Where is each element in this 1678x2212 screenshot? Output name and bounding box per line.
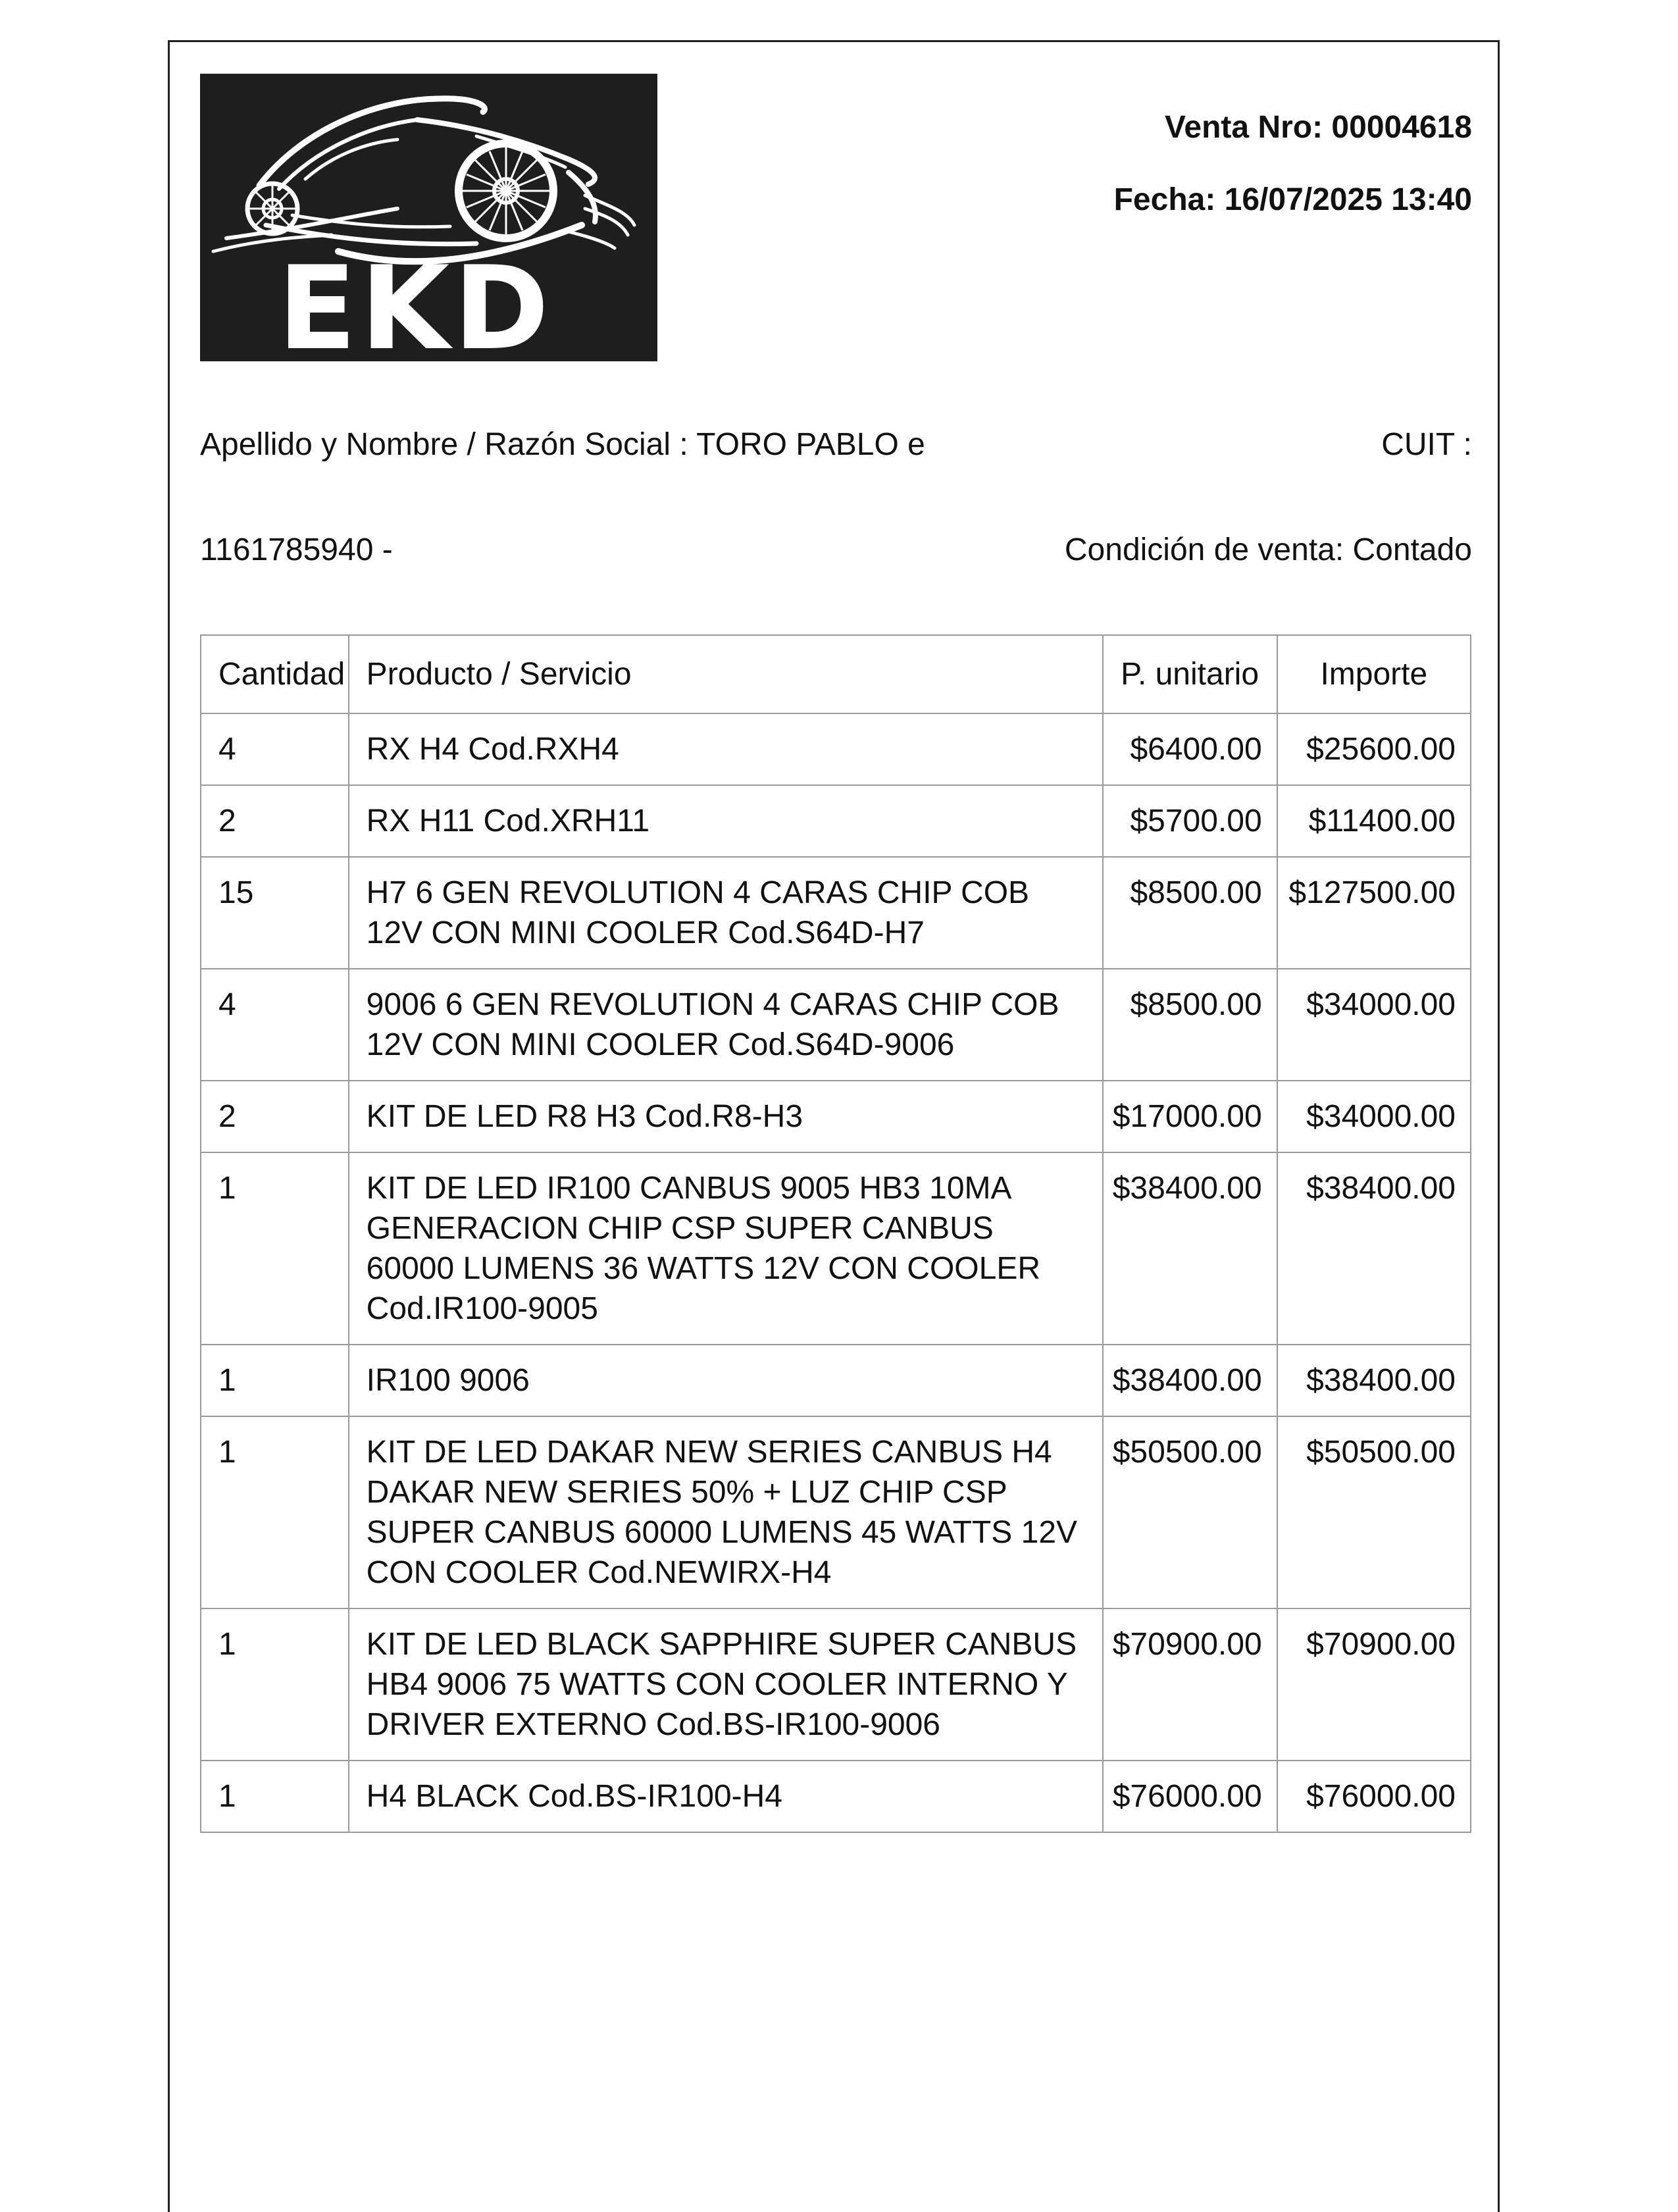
header-unitario: P. unitario — [1103, 635, 1277, 713]
items-table — [200, 634, 1471, 1833]
row-product: KIT DE LED R8 H3 Cod.R8-H3 — [349, 1081, 1103, 1152]
table-header-row — [201, 635, 1471, 713]
table-row — [201, 1761, 1471, 1832]
row-product: RX H11 Cod.XRH11 — [349, 785, 1103, 857]
row-unit-price: $38400.00 — [1103, 1345, 1277, 1416]
row-unit-price: $76000.00 — [1103, 1761, 1277, 1832]
row-unit-price: $70900.00 — [1103, 1608, 1277, 1761]
row-amount: $127500.00 — [1277, 857, 1471, 969]
row-product: H7 6 GEN REVOLUTION 4 CARAS CHIP COB 12V CON MINI COOLER Cod.S64D-H7 — [349, 857, 1103, 969]
row-qty: 1 — [201, 1416, 349, 1608]
sale-number: Venta Nro: 00004618 — [1165, 110, 1472, 145]
customer-cuit: CUIT : — [1381, 427, 1472, 462]
sale-date: Fecha: 16/07/2025 13:40 — [1113, 182, 1472, 217]
row-qty: 1 — [201, 1761, 349, 1832]
row-amount: $70900.00 — [1277, 1608, 1471, 1761]
row-amount: $25600.00 — [1277, 713, 1471, 785]
header-importe: Importe — [1277, 635, 1471, 713]
row-qty: 4 — [201, 713, 349, 785]
row-amount: $38400.00 — [1277, 1345, 1471, 1416]
table-row — [201, 713, 1471, 785]
logo-text: EKD — [278, 242, 553, 361]
row-unit-price: $8500.00 — [1103, 857, 1277, 969]
row-product: KIT DE LED DAKAR NEW SERIES CANBUS H4 DAKAR NEW SERIES 50% + LUZ CHIP CSP SUPER CANBUS 60000 LUMENS 45 WATTS 12V CON COOLER Cod.NEWIRX-H4 — [349, 1416, 1103, 1608]
row-unit-price: $50500.00 — [1103, 1416, 1277, 1608]
row-product: 9006 6 GEN REVOLUTION 4 CARAS CHIP COB 12V CON MINI COOLER Cod.S64D-9006 — [349, 969, 1103, 1081]
row-qty: 15 — [201, 857, 349, 969]
row-product: RX H4 Cod.RXH4 — [349, 713, 1103, 785]
row-qty: 2 — [201, 785, 349, 857]
sale-condition: Condición de venta: Contado — [1064, 532, 1472, 567]
row-qty: 2 — [201, 1081, 349, 1152]
row-amount: $34000.00 — [1277, 969, 1471, 1081]
row-unit-price: $17000.00 — [1103, 1081, 1277, 1152]
table-row — [201, 857, 1471, 969]
table-row — [201, 1345, 1471, 1416]
table-row — [201, 969, 1471, 1081]
row-product: KIT DE LED BLACK SAPPHIRE SUPER CANBUS HB4 9006 75 WATTS CON COOLER INTERNO Y DRIVER EXTERNO Cod.BS-IR100-9006 — [349, 1608, 1103, 1761]
table-row — [201, 785, 1471, 857]
row-product: KIT DE LED IR100 CANBUS 9005 HB3 10MA GENERACION CHIP CSP SUPER CANBUS 60000 LUMENS 36 WATTS 12V CON COOLER Cod.IR100-9005 — [349, 1152, 1103, 1345]
table-row — [201, 1152, 1471, 1345]
header-cantidad: Cantidad — [201, 635, 349, 713]
company-logo — [200, 74, 657, 361]
table-row — [201, 1081, 1471, 1152]
row-unit-price: $5700.00 — [1103, 785, 1277, 857]
table-row — [201, 1416, 1471, 1608]
row-amount: $34000.00 — [1277, 1081, 1471, 1152]
row-amount: $76000.00 — [1277, 1761, 1471, 1832]
customer-name: Apellido y Nombre / Razón Social : TORO PABLO e — [200, 427, 925, 462]
row-qty: 1 — [201, 1152, 349, 1345]
row-unit-price: $8500.00 — [1103, 969, 1277, 1081]
row-product: IR100 9006 — [349, 1345, 1103, 1416]
table-row — [201, 1608, 1471, 1761]
customer-phone: 1161785940 - — [200, 532, 393, 567]
row-qty: 1 — [201, 1608, 349, 1761]
row-qty: 1 — [201, 1345, 349, 1416]
row-product: H4 BLACK Cod.BS-IR100-H4 — [349, 1761, 1103, 1832]
header-producto: Producto / Servicio — [349, 635, 1103, 713]
row-amount: $50500.00 — [1277, 1416, 1471, 1608]
row-amount: $38400.00 — [1277, 1152, 1471, 1345]
row-unit-price: $6400.00 — [1103, 713, 1277, 785]
row-unit-price: $38400.00 — [1103, 1152, 1277, 1345]
row-amount: $11400.00 — [1277, 785, 1471, 857]
row-qty: 4 — [201, 969, 349, 1081]
